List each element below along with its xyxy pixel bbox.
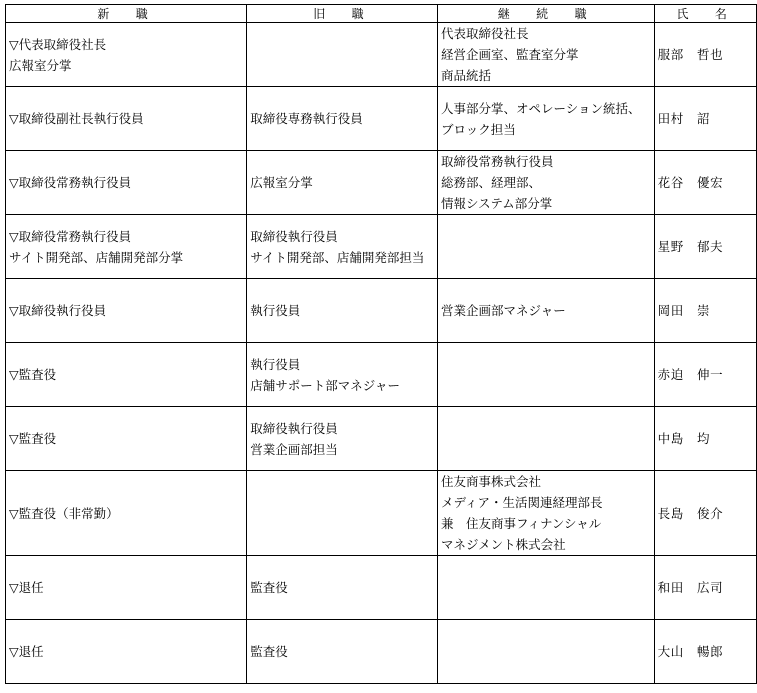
cell-line: ▽取締役副社長執行役員: [9, 111, 144, 126]
cell-line: 住友商事株式会社: [440, 474, 541, 489]
continuing-position-cell: [437, 471, 654, 556]
new-position-cell: [6, 279, 247, 343]
new-position-cell: [6, 23, 247, 87]
new-position-cell: [6, 471, 247, 556]
table-row: [6, 279, 757, 343]
cell-line: 取締役執行役員: [250, 228, 338, 244]
cell-line: メディア・生活関連経理部長: [440, 495, 603, 510]
cell-line: ブロック担当: [440, 121, 516, 137]
table-row: [6, 215, 757, 279]
cell-line: 営業企画部担当: [250, 441, 338, 457]
cell-line: ▽監査役: [9, 367, 57, 382]
cell-line: 商品統括: [440, 68, 491, 83]
person-name: 花谷 優宏: [654, 151, 756, 215]
continuing-position-cell: [437, 215, 654, 279]
cell-line: サイト開発部、店舗開発部分掌: [9, 249, 184, 265]
cell-line: ▽取締役執行役員: [9, 303, 107, 318]
cell-line: 総務部、経理部、: [440, 175, 541, 190]
cell-line: ▽取締役常務執行役員: [9, 228, 132, 244]
cell-line: マネジメント株式会社: [440, 537, 566, 552]
cell-line: 広報室分掌: [250, 175, 313, 190]
cell-line: 兼 住友商事フィナンシャル: [440, 516, 602, 531]
old-position-cell: [247, 23, 438, 87]
person-name: 服部 哲也: [654, 23, 756, 87]
cell-line: ▽退任: [9, 580, 44, 595]
cell-line: 取締役専務執行役員: [250, 111, 363, 126]
table-row: [6, 407, 757, 471]
person-name: 中島 均: [654, 407, 756, 471]
continuing-position-cell: [437, 23, 654, 87]
table-row: [6, 620, 757, 684]
person-name: 星野 郁夫: [654, 215, 756, 279]
new-position-cell: [6, 87, 247, 151]
new-position-cell: [6, 407, 247, 471]
cell-line: 人事部分掌、オペレーション統括、: [440, 100, 641, 116]
cell-line: 執行役員: [250, 356, 301, 372]
old-position-cell: [247, 215, 438, 279]
cell-line: 広報室分掌: [9, 57, 72, 73]
continuing-position-cell: [437, 87, 654, 151]
cell-line: 営業企画部マネジャー: [440, 303, 566, 318]
old-position-cell: [247, 620, 438, 684]
cell-line: ▽監査役（非常勤）: [9, 505, 119, 521]
table-row: [6, 151, 757, 215]
table-row: [6, 343, 757, 407]
cell-line: 監査役: [250, 644, 288, 659]
cell-line: サイト開発部、店舗開発部担当: [250, 249, 425, 265]
person-name: 岡田 崇: [654, 279, 756, 343]
table-row: [6, 87, 757, 151]
cell-line: ▽監査役: [9, 431, 57, 446]
old-position-cell: [247, 471, 438, 556]
person-name: 赤迫 伸一: [654, 343, 756, 407]
new-position-cell: [6, 343, 247, 407]
personnel-table: [5, 4, 757, 684]
old-position-cell: [247, 279, 438, 343]
header-continuing-position: 継 続 職: [437, 5, 654, 23]
cell-line: 代表取締役社長: [440, 26, 529, 41]
header-name: 氏 名: [654, 5, 756, 23]
continuing-position-cell: [437, 620, 654, 684]
cell-line: 執行役員: [250, 303, 301, 318]
continuing-position-cell: [437, 407, 654, 471]
table-row: [6, 471, 757, 556]
cell-line: 取締役常務執行役員: [440, 154, 554, 169]
table-body: [6, 23, 757, 684]
table-row: [6, 23, 757, 87]
new-position-cell: [6, 556, 247, 620]
old-position-cell: [247, 151, 438, 215]
header-new-position: 新 職: [6, 5, 247, 23]
cell-line: ▽代表取締役社長: [9, 36, 107, 52]
cell-line: 店舗サポート部マネジャー: [250, 377, 400, 393]
continuing-position-cell: [437, 279, 654, 343]
person-name: 大山 暢郎: [654, 620, 756, 684]
cell-line: ▽退任: [9, 644, 44, 659]
header-old-position: 旧 職: [247, 5, 438, 23]
new-position-cell: [6, 215, 247, 279]
cell-line: ▽取締役常務執行役員: [9, 175, 132, 190]
cell-line: 経営企画室、監査室分掌: [440, 47, 579, 62]
header-row: [6, 5, 757, 23]
cell-line: 取締役執行役員: [250, 420, 338, 436]
continuing-position-cell: [437, 151, 654, 215]
continuing-position-cell: [437, 343, 654, 407]
person-name: 和田 広司: [654, 556, 756, 620]
table-row: [6, 556, 757, 620]
person-name: 田村 詔: [654, 87, 756, 151]
cell-line: 監査役: [250, 580, 288, 595]
new-position-cell: [6, 620, 247, 684]
old-position-cell: [247, 343, 438, 407]
cell-line: 情報システム部分掌: [440, 196, 553, 211]
continuing-position-cell: [437, 556, 654, 620]
new-position-cell: [6, 151, 247, 215]
old-position-cell: [247, 556, 438, 620]
old-position-cell: [247, 407, 438, 471]
old-position-cell: [247, 87, 438, 151]
person-name: 長島 俊介: [654, 471, 756, 556]
